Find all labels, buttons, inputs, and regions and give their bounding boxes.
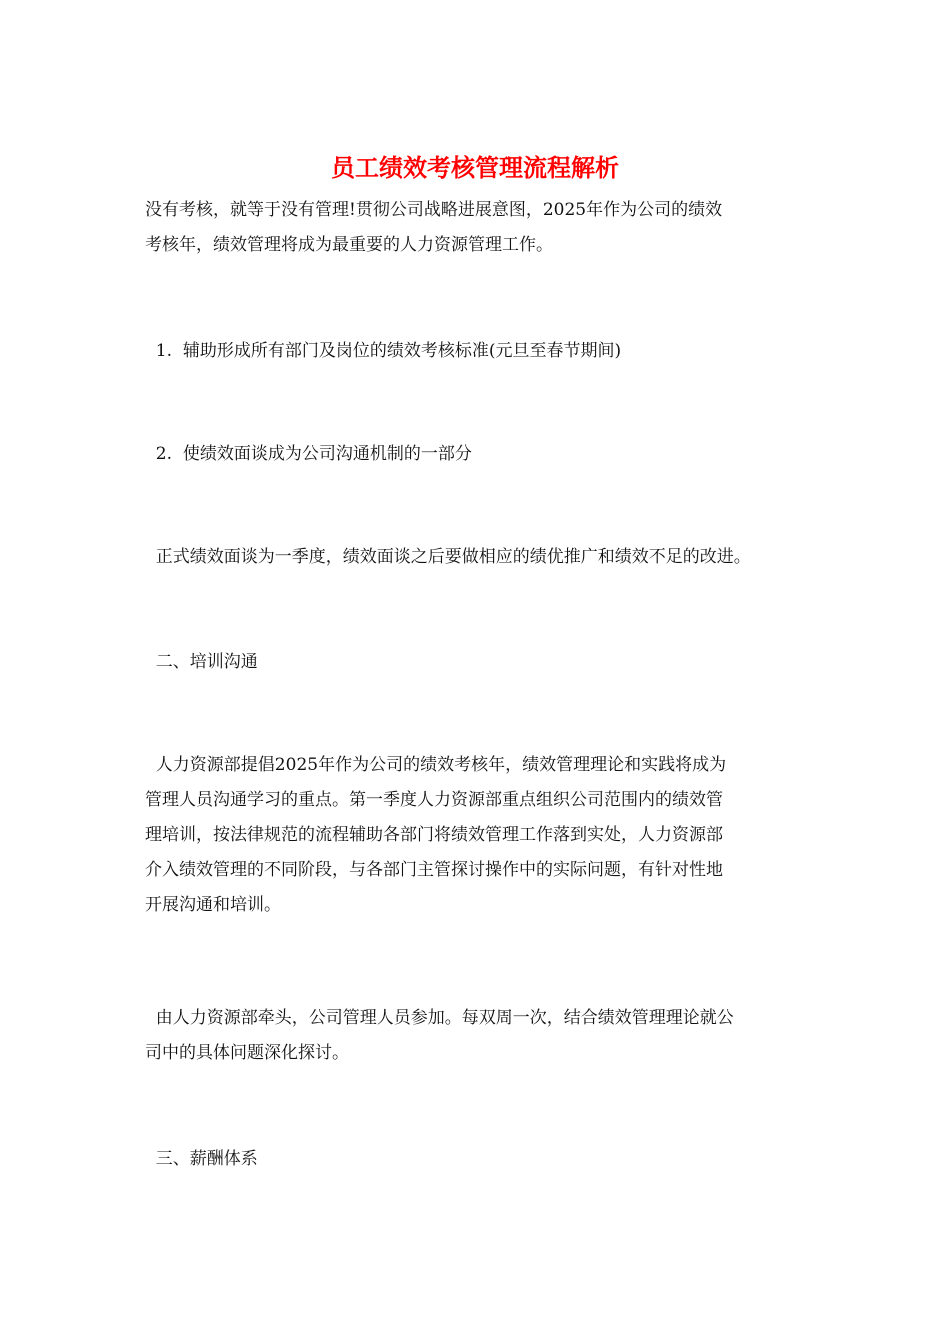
intro-line: 考核年，绩效管理将成为最重要的人力资源管理工作。: [145, 235, 553, 255]
training-paragraph: [145, 748, 810, 923]
training-line: 介入绩效管理的不同阶段，与各部门主管探讨操作中的实际问题，有针对性地: [145, 860, 723, 880]
section-heading-salary: [145, 1142, 810, 1177]
section-heading-salary-text: 三、薪酬体系: [145, 1149, 258, 1169]
list-item-1: [145, 334, 810, 369]
biweekly-paragraph: [145, 1001, 810, 1071]
list-item-1-text: 1. 辅助形成所有部门及岗位的绩效考核标准(元旦至春节期间): [145, 341, 622, 361]
list-item-2: [145, 437, 810, 472]
document-title: 员工绩效考核管理流程解析: [331, 154, 619, 182]
list-item-2-text: 2. 使绩效面谈成为公司沟通机制的一部分: [145, 444, 472, 464]
section-heading-training-text: 二、培训沟通: [145, 652, 258, 672]
training-line: 人力资源部提倡2025年作为公司的绩效考核年，绩效管理理论和实践将成为: [145, 755, 727, 775]
biweekly-line: 由人力资源部牵头，公司管理人员参加。每双周一次，结合绩效管理理论就公: [145, 1008, 734, 1028]
training-line: 理培训，按法律规范的流程辅助各部门将绩效管理工作落到实处，人力资源部: [145, 825, 723, 845]
section-heading-training: [145, 645, 810, 680]
interview-text: 正式绩效面谈为一季度，绩效面谈之后要做相应的绩优推广和绩效不足的改进。: [145, 547, 751, 567]
training-line: 管理人员沟通学习的重点。第一季度人力资源部重点组织公司范围内的绩效管: [145, 790, 723, 810]
biweekly-line: 司中的具体问题深化探讨。: [145, 1043, 349, 1063]
intro-line: 没有考核，就等于没有管理!贯彻公司战略进展意图，2025年作为公司的绩效: [145, 200, 723, 220]
training-line: 开展沟通和培训。: [145, 895, 281, 915]
intro-paragraph: [145, 193, 810, 263]
interview-paragraph: [145, 540, 810, 575]
